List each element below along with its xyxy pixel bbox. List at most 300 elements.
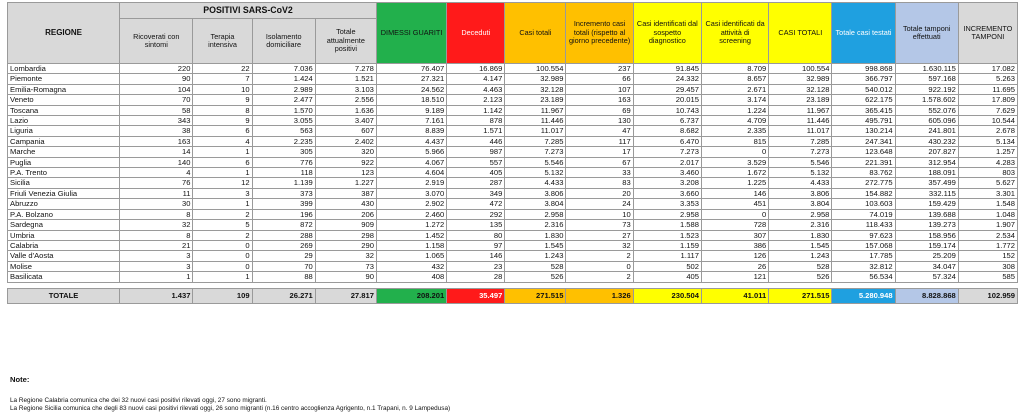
table-cell: 207.827 xyxy=(895,147,958,157)
table-cell: 308 xyxy=(958,261,1017,271)
table-cell: 4.709 xyxy=(701,116,768,126)
table-cell: 922.192 xyxy=(895,84,958,94)
table-cell: 1.139 xyxy=(252,178,315,188)
table-cell: 1.772 xyxy=(958,240,1017,250)
table-cell: 2.017 xyxy=(633,157,701,167)
table-cell: 4.433 xyxy=(769,178,832,188)
table-cell: 922 xyxy=(315,157,376,167)
table-cell: 2.671 xyxy=(701,84,768,94)
table-cell: 8 xyxy=(120,209,193,219)
table-cell: 11.446 xyxy=(769,116,832,126)
table-cell: 3.208 xyxy=(633,178,701,188)
table-row xyxy=(8,240,1018,250)
table-cell: 4.067 xyxy=(376,157,446,167)
table-cell: 1.521 xyxy=(315,74,376,84)
table-cell: 152 xyxy=(958,251,1017,261)
table-cell: 159.174 xyxy=(895,240,958,250)
table-cell: 3.529 xyxy=(701,157,768,167)
table-cell: 607 xyxy=(315,126,376,136)
table-cell: 2.316 xyxy=(769,220,832,230)
table-cell: 7.273 xyxy=(633,147,701,157)
header-testati: Totale casi testati xyxy=(832,3,895,64)
table-cell: 0 xyxy=(193,261,252,271)
totals-cell: 271.515 xyxy=(505,288,566,303)
table-cell: 76.407 xyxy=(376,64,446,74)
table-cell: 432 xyxy=(376,261,446,271)
table-cell: 139.273 xyxy=(895,220,958,230)
table-cell: 28 xyxy=(447,272,505,282)
table-cell: 14 xyxy=(120,147,193,157)
table-cell: 123.648 xyxy=(832,147,895,157)
header-casi-totali: Casi totali xyxy=(505,3,566,64)
table-cell: 2.989 xyxy=(252,84,315,94)
table-cell: 9 xyxy=(193,116,252,126)
table-cell: 502 xyxy=(633,261,701,271)
table-cell: 1.548 xyxy=(958,199,1017,209)
table-cell: 373 xyxy=(252,188,315,198)
table-cell: 11.695 xyxy=(958,84,1017,94)
table-cell: 104 xyxy=(120,84,193,94)
region-name: Lombardia xyxy=(8,64,120,74)
table-cell: 130 xyxy=(566,116,633,126)
table-row xyxy=(8,74,1018,84)
table-cell: 241.801 xyxy=(895,126,958,136)
totals-cell: 26.271 xyxy=(252,288,315,303)
header-incremento-tamponi: INCREMENTO TAMPONI xyxy=(958,3,1017,64)
table-cell: 526 xyxy=(769,272,832,282)
table-row xyxy=(8,188,1018,198)
region-name: P.A. Bolzano xyxy=(8,209,120,219)
table-cell: 7.161 xyxy=(376,116,446,126)
table-cell: 4 xyxy=(193,136,252,146)
table-cell: 2 xyxy=(566,272,633,282)
table-cell: 3 xyxy=(193,188,252,198)
region-name: Puglia xyxy=(8,157,120,167)
table-body xyxy=(8,64,1018,304)
table-cell: 146 xyxy=(701,188,768,198)
totals-row xyxy=(8,288,1018,303)
table-cell: 776 xyxy=(252,157,315,167)
table-cell: 91.845 xyxy=(633,64,701,74)
table-cell: 5.134 xyxy=(958,136,1017,146)
table-cell: 237 xyxy=(566,64,633,74)
table-cell: 58 xyxy=(120,105,193,115)
table-cell: 2.335 xyxy=(701,126,768,136)
table-cell: 2 xyxy=(193,209,252,219)
table-cell: 8 xyxy=(193,105,252,115)
table-cell: 74.019 xyxy=(832,209,895,219)
table-cell: 69 xyxy=(566,105,633,115)
table-row xyxy=(8,105,1018,115)
table-cell: 139.688 xyxy=(895,209,958,219)
note-line: La Regione Sicilia comunica che degli 83 nuovi casi positivi rilevati oggi, 26 sono migranti (n.16 centro accoglienza Agrigento, n.1 Trapani, n. 9 Lampedusa) xyxy=(10,405,451,412)
table-cell: 1.225 xyxy=(701,178,768,188)
table-cell: 0 xyxy=(701,147,768,157)
table-cell: 10 xyxy=(566,209,633,219)
table-cell: 7.036 xyxy=(252,64,315,74)
table-cell: 2.678 xyxy=(958,126,1017,136)
table-cell: 597.168 xyxy=(895,74,958,84)
region-name: Emilia-Romagna xyxy=(8,84,120,94)
table-cell: 1.272 xyxy=(376,220,446,230)
table-cell: 24 xyxy=(566,199,633,209)
table-header xyxy=(8,3,1018,64)
table-cell: 67 xyxy=(566,157,633,167)
table-cell: 196 xyxy=(252,209,315,219)
table-cell: 312.954 xyxy=(895,157,958,167)
table-cell: 287 xyxy=(447,178,505,188)
table-cell: 163 xyxy=(120,136,193,146)
table-cell: 1.424 xyxy=(252,74,315,84)
table-cell: 5.263 xyxy=(958,74,1017,84)
table-cell: 987 xyxy=(447,147,505,157)
table-cell: 9.189 xyxy=(376,105,446,115)
table-cell: 366.797 xyxy=(832,74,895,84)
header-deceduti: Deceduti xyxy=(447,3,505,64)
table-cell: 1.830 xyxy=(505,230,566,240)
table-cell: 118.433 xyxy=(832,220,895,230)
table-cell: 563 xyxy=(252,126,315,136)
table-cell: 157.068 xyxy=(832,240,895,250)
table-cell: 206 xyxy=(315,209,376,219)
totals-cell: 8.828.868 xyxy=(895,288,958,303)
table-cell: 11 xyxy=(120,188,193,198)
table-cell: 998.868 xyxy=(832,64,895,74)
table-cell: 126 xyxy=(701,251,768,261)
table-row xyxy=(8,261,1018,271)
table-cell: 2.123 xyxy=(447,95,505,105)
table-cell: 365.415 xyxy=(832,105,895,115)
table-cell: 90 xyxy=(315,272,376,282)
table-cell: 605.096 xyxy=(895,116,958,126)
table-cell: 29.457 xyxy=(633,84,701,94)
table-cell: 6.737 xyxy=(633,116,701,126)
table-cell: 1.117 xyxy=(633,251,701,261)
table-cell: 3.070 xyxy=(376,188,446,198)
table-cell: 24.332 xyxy=(633,74,701,84)
table-row xyxy=(8,251,1018,261)
table-cell: 4.147 xyxy=(447,74,505,84)
table-cell: 1.142 xyxy=(447,105,505,115)
header-screening: Casi identificati da attività di screening xyxy=(701,3,768,64)
region-name: Sardegna xyxy=(8,220,120,230)
table-cell: 103.603 xyxy=(832,199,895,209)
header-terapia: Terapia intensiva xyxy=(193,19,252,64)
table-cell: 4.283 xyxy=(958,157,1017,167)
table-cell: 343 xyxy=(120,116,193,126)
table-cell: 1 xyxy=(193,168,252,178)
totals-cell: 41.011 xyxy=(701,288,768,303)
table-cell: 585 xyxy=(958,272,1017,282)
table-cell: 20 xyxy=(566,188,633,198)
table-cell: 803 xyxy=(958,168,1017,178)
header-positivi: POSITIVI SARS-CoV2 xyxy=(120,3,377,19)
table-cell: 66 xyxy=(566,74,633,84)
table-row xyxy=(8,136,1018,146)
table-cell: 430 xyxy=(315,199,376,209)
table-cell: 909 xyxy=(315,220,376,230)
totals-cell: 208.201 xyxy=(376,288,446,303)
table-cell: 135 xyxy=(447,220,505,230)
table-cell: 2.958 xyxy=(633,209,701,219)
table-cell: 1.588 xyxy=(633,220,701,230)
table-cell: 32 xyxy=(120,220,193,230)
table-cell: 622.175 xyxy=(832,95,895,105)
table-cell: 23.189 xyxy=(769,95,832,105)
covid-report xyxy=(7,2,1018,304)
table-cell: 2.902 xyxy=(376,199,446,209)
table-cell: 4.437 xyxy=(376,136,446,146)
table-row xyxy=(8,147,1018,157)
table-cell: 30 xyxy=(120,199,193,209)
totals-cell: 1.437 xyxy=(120,288,193,303)
header-ricoverati: Ricoverati con sintomi xyxy=(120,19,193,64)
table-cell: 6 xyxy=(193,157,252,167)
region-name: Basilicata xyxy=(8,272,120,282)
table-cell: 7 xyxy=(193,74,252,84)
region-name: Valle d'Aosta xyxy=(8,251,120,261)
table-cell: 12 xyxy=(193,178,252,188)
header-totale-positivi: Totale attualmente positivi xyxy=(315,19,376,64)
table-cell: 5.627 xyxy=(958,178,1017,188)
table-cell: 16.869 xyxy=(447,64,505,74)
table-cell: 27 xyxy=(566,230,633,240)
table-cell: 526 xyxy=(505,272,566,282)
table-cell: 3.055 xyxy=(252,116,315,126)
header-tamponi: Totale tamponi effettuati xyxy=(895,3,958,64)
table-cell: 100.554 xyxy=(505,64,566,74)
table-cell: 387 xyxy=(315,188,376,198)
table-cell: 349 xyxy=(447,188,505,198)
table-cell: 728 xyxy=(701,220,768,230)
table-cell: 9 xyxy=(193,95,252,105)
totals-cell: 230.504 xyxy=(633,288,701,303)
table-cell: 4.604 xyxy=(376,168,446,178)
table-cell: 73 xyxy=(315,261,376,271)
table-cell: 34.047 xyxy=(895,261,958,271)
table-cell: 7.285 xyxy=(769,136,832,146)
totals-cell: 271.515 xyxy=(769,288,832,303)
table-cell: 3 xyxy=(120,261,193,271)
table-cell: 10.743 xyxy=(633,105,701,115)
region-name: Molise xyxy=(8,261,120,271)
table-cell: 0 xyxy=(566,261,633,271)
table-cell: 29 xyxy=(252,251,315,261)
table-cell: 8.682 xyxy=(633,126,701,136)
table-cell: 332.115 xyxy=(895,188,958,198)
totals-cell: 5.280.948 xyxy=(832,288,895,303)
table-cell: 32.128 xyxy=(769,84,832,94)
table-cell: 1.907 xyxy=(958,220,1017,230)
region-name: Veneto xyxy=(8,95,120,105)
table-cell: 57.324 xyxy=(895,272,958,282)
table-cell: 305 xyxy=(252,147,315,157)
table-cell: 17 xyxy=(566,147,633,157)
regional-data-table xyxy=(7,2,1018,304)
table-cell: 146 xyxy=(447,251,505,261)
table-cell: 5.132 xyxy=(769,168,832,178)
table-cell: 405 xyxy=(447,168,505,178)
table-cell: 5 xyxy=(193,220,252,230)
table-cell: 1.830 xyxy=(769,230,832,240)
region-name: Campania xyxy=(8,136,120,146)
table-cell: 3.174 xyxy=(701,95,768,105)
table-cell: 11.446 xyxy=(505,116,566,126)
table-cell: 117 xyxy=(566,136,633,146)
region-name: Sicilia xyxy=(8,178,120,188)
table-cell: 1 xyxy=(193,199,252,209)
header-isolamento: Isolamento domiciliare xyxy=(252,19,315,64)
table-cell: 2.477 xyxy=(252,95,315,105)
table-cell: 552.076 xyxy=(895,105,958,115)
table-cell: 878 xyxy=(447,116,505,126)
table-cell: 307 xyxy=(701,230,768,240)
table-cell: 88 xyxy=(252,272,315,282)
table-cell: 357.499 xyxy=(895,178,958,188)
table-cell: 399 xyxy=(252,199,315,209)
table-cell: 188.091 xyxy=(895,168,958,178)
table-cell: 76 xyxy=(120,178,193,188)
table-cell: 90 xyxy=(120,74,193,84)
table-cell: 11.967 xyxy=(769,105,832,115)
table-cell: 3.301 xyxy=(958,188,1017,198)
table-cell: 451 xyxy=(701,199,768,209)
table-cell: 24.562 xyxy=(376,84,446,94)
table-cell: 5.546 xyxy=(505,157,566,167)
note-line: La Regione Calabria comunica che dei 32 nuovi casi positivi rilevati oggi, 27 sono migranti. xyxy=(10,397,267,404)
table-cell: 1.672 xyxy=(701,168,768,178)
table-cell: 1.578.602 xyxy=(895,95,958,105)
table-cell: 83 xyxy=(566,178,633,188)
table-cell: 3.804 xyxy=(505,199,566,209)
header-incremento: Incremento casi totali (rispetto al giorno precedente) xyxy=(566,3,633,64)
table-cell: 292 xyxy=(447,209,505,219)
table-cell: 528 xyxy=(505,261,566,271)
table-cell: 3.806 xyxy=(505,188,566,198)
table-cell: 386 xyxy=(701,240,768,250)
table-cell: 3.407 xyxy=(315,116,376,126)
region-name: Toscana xyxy=(8,105,120,115)
table-cell: 20.015 xyxy=(633,95,701,105)
table-cell: 872 xyxy=(252,220,315,230)
table-cell: 0 xyxy=(193,251,252,261)
table-row xyxy=(8,272,1018,282)
region-name: Piemonte xyxy=(8,74,120,84)
table-cell: 815 xyxy=(701,136,768,146)
table-cell: 2.534 xyxy=(958,230,1017,240)
table-cell: 1.570 xyxy=(252,105,315,115)
table-cell: 11.967 xyxy=(505,105,566,115)
totals-cell: 1.326 xyxy=(566,288,633,303)
table-cell: 2.958 xyxy=(505,209,566,219)
table-row xyxy=(8,178,1018,188)
table-cell: 1.048 xyxy=(958,209,1017,219)
table-cell: 130.214 xyxy=(832,126,895,136)
table-cell: 26 xyxy=(701,261,768,271)
region-name: Lazio xyxy=(8,116,120,126)
table-cell: 472 xyxy=(447,199,505,209)
table-cell: 4.433 xyxy=(505,178,566,188)
table-cell: 4.463 xyxy=(447,84,505,94)
table-cell: 3 xyxy=(120,251,193,261)
table-cell: 73 xyxy=(566,220,633,230)
table-cell: 158.956 xyxy=(895,230,958,240)
table-cell: 288 xyxy=(252,230,315,240)
table-cell: 97.623 xyxy=(832,230,895,240)
table-cell: 2.460 xyxy=(376,209,446,219)
table-cell: 290 xyxy=(315,240,376,250)
table-cell: 11.017 xyxy=(769,126,832,136)
table-cell: 3.103 xyxy=(315,84,376,94)
table-cell: 100.554 xyxy=(769,64,832,74)
table-cell: 2 xyxy=(566,251,633,261)
table-cell: 70 xyxy=(252,261,315,271)
table-cell: 3.660 xyxy=(633,188,701,198)
table-cell: 430.232 xyxy=(895,136,958,146)
table-cell: 5.546 xyxy=(769,157,832,167)
table-cell: 2.235 xyxy=(252,136,315,146)
table-cell: 0 xyxy=(701,209,768,219)
table-cell: 17.809 xyxy=(958,95,1017,105)
totals-cell: 35.497 xyxy=(447,288,505,303)
table-row xyxy=(8,116,1018,126)
table-cell: 80 xyxy=(447,230,505,240)
table-cell: 32.812 xyxy=(832,261,895,271)
table-cell: 1.630.115 xyxy=(895,64,958,74)
table-cell: 140 xyxy=(120,157,193,167)
table-cell: 38 xyxy=(120,126,193,136)
totals-cell: 27.817 xyxy=(315,288,376,303)
table-row xyxy=(8,220,1018,230)
table-cell: 97 xyxy=(447,240,505,250)
table-row xyxy=(8,95,1018,105)
table-cell: 5.966 xyxy=(376,147,446,157)
table-cell: 8.657 xyxy=(701,74,768,84)
table-cell: 298 xyxy=(315,230,376,240)
table-row xyxy=(8,209,1018,219)
table-cell: 23.189 xyxy=(505,95,566,105)
table-cell: 247.341 xyxy=(832,136,895,146)
table-cell: 1.159 xyxy=(633,240,701,250)
table-row xyxy=(8,230,1018,240)
table-cell: 1.243 xyxy=(769,251,832,261)
table-cell: 154.882 xyxy=(832,188,895,198)
table-cell: 1.545 xyxy=(505,240,566,250)
table-cell: 6 xyxy=(193,126,252,136)
table-cell: 1.227 xyxy=(315,178,376,188)
header-casi-totali-2: CASI TOTALI xyxy=(769,3,832,64)
table-cell: 123 xyxy=(315,168,376,178)
table-cell: 83.762 xyxy=(832,168,895,178)
table-row xyxy=(8,168,1018,178)
table-cell: 1.065 xyxy=(376,251,446,261)
table-cell: 1 xyxy=(193,147,252,157)
totals-cell: 102.959 xyxy=(958,288,1017,303)
region-name: Abruzzo xyxy=(8,199,120,209)
table-row xyxy=(8,126,1018,136)
table-cell: 220 xyxy=(120,64,193,74)
table-cell: 27.321 xyxy=(376,74,446,84)
table-cell: 7.273 xyxy=(505,147,566,157)
table-cell: 1.243 xyxy=(505,251,566,261)
table-cell: 1 xyxy=(193,272,252,282)
totals-label: TOTALE xyxy=(8,288,120,303)
table-cell: 17.785 xyxy=(832,251,895,261)
table-cell: 1.636 xyxy=(315,105,376,115)
table-cell: 0 xyxy=(193,240,252,250)
region-name: Marche xyxy=(8,147,120,157)
table-cell: 1.545 xyxy=(769,240,832,250)
